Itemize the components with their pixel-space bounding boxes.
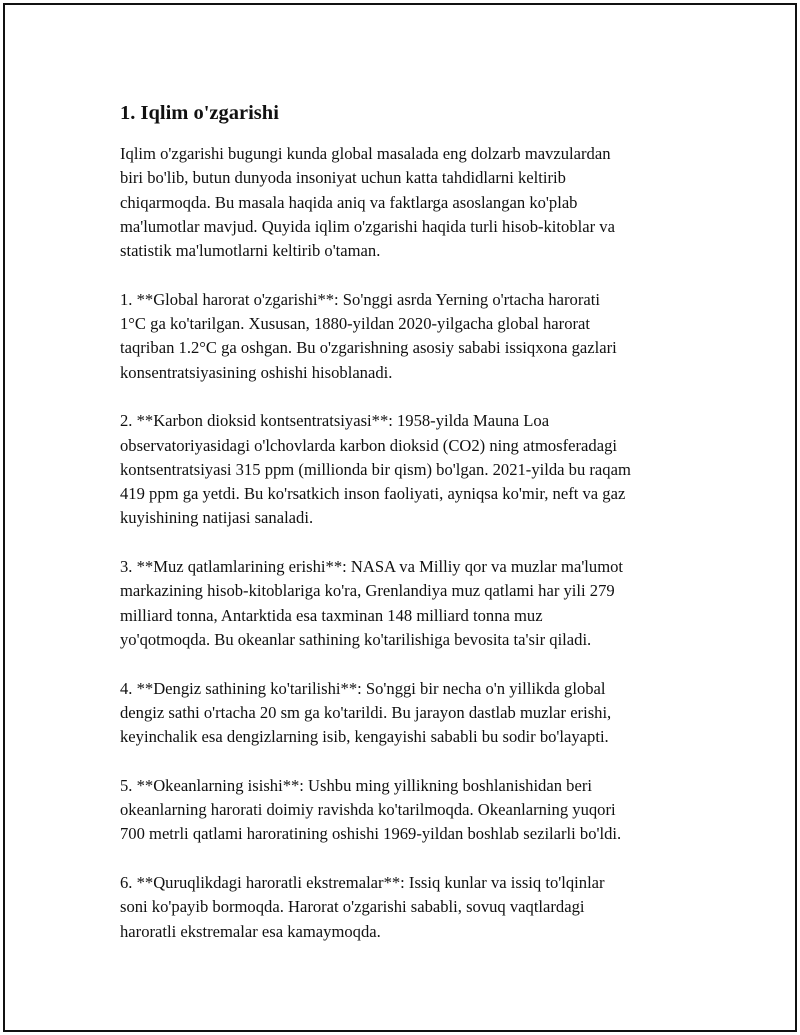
paragraph-line: 1. **Global harorat o'zgarishi**: So'nggi asrda Yerning o'rtacha harorati <box>120 289 600 309</box>
paragraph-line: dengiz sathi o'rtacha 20 sm ga ko'tarildi. Bu jarayon dastlab muzlar erishi, <box>120 702 612 722</box>
paragraph-line: kuyishining natijasi sanaladi. <box>120 508 314 528</box>
document-content <box>120 101 690 944</box>
paragraph-line: 419 ppm ga yetdi. Bu ko'rsatkich inson faoliyati, ayniqsa ko'mir, neft va gaz <box>120 484 626 504</box>
section-title: 1. Iqlim o'zgarishi <box>120 102 279 124</box>
paragraph <box>120 142 690 263</box>
paragraph-line: 6. **Quruqlikdagi haroratli ekstremalar**: Issiq kunlar va issiq to'lqinlar <box>120 872 605 892</box>
paragraph-line: markazining hisob-kitoblariga ko'ra, Grenlandiya muz qatlami har yili 279 <box>120 581 615 601</box>
paragraph <box>120 288 690 385</box>
paragraph-line: okeanlarning harorati doimiy ravishda ko'tarilmoqda. Okeanlarning yuqori <box>120 800 616 820</box>
paragraph <box>120 409 690 530</box>
paragraph <box>120 774 690 847</box>
paragraph-line: statistik ma'lumotlarni keltirib o'taman. <box>120 241 381 261</box>
paragraph-line: observatoriyasidagi o'lchovlarda karbon dioksid (CO2) ning atmosferadagi <box>120 435 617 455</box>
paragraph-line: taqriban 1.2°C ga oshgan. Bu o'zgarishning asosiy sababi issiqxona gazlari <box>120 338 617 358</box>
paragraph-line: 4. **Dengiz sathining ko'tarilishi**: So'nggi bir necha o'n yillikda global <box>120 678 606 698</box>
paragraph-line: haroratli ekstremalar esa kamaymoqda. <box>120 921 381 941</box>
paragraph-line: ma'lumotlar mavjud. Quyida iqlim o'zgarishi haqida turli hisob-kitoblar va <box>120 216 615 236</box>
paragraph-line: 5. **Okeanlarning isishi**: Ushbu ming yillikning boshlanishidan beri <box>120 775 592 795</box>
paragraph-line: 2. **Karbon dioksid kontsentratsiyasi**: 1958-yilda Mauna Loa <box>120 411 550 431</box>
paragraph-line: konsentratsiyasining oshishi hisoblanadi. <box>120 362 393 382</box>
paragraph-line: chiqarmoqda. Bu masala haqida aniq va faktlarga asoslangan ko'plab <box>120 192 578 212</box>
paragraph-line: kontsentratsiyasi 315 ppm (millionda bir qism) bo'lgan. 2021-yilda bu raqam <box>120 459 631 479</box>
paragraph-list <box>120 142 690 944</box>
paragraph-line: keyinchalik esa dengizlarning isib, kengayishi sababli bu sodir bo'layapti. <box>120 727 609 747</box>
paragraph-line: 3. **Muz qatlamlarining erishi**: NASA va Milliy qor va muzlar ma'lumot <box>120 557 624 577</box>
paragraph <box>120 677 690 750</box>
paragraph-line: 1°C ga ko'tarilgan. Xususan, 1880-yildan 2020-yilgacha global harorat <box>120 314 590 334</box>
page-frame <box>3 3 797 1032</box>
paragraph-line: Iqlim o'zgarishi bugungi kunda global masalada eng dolzarb mavzulardan <box>120 144 611 163</box>
paragraph-line: biri bo'lib, butun dunyoda insoniyat uchun katta tahdidlarni keltirib <box>120 168 566 188</box>
paragraph-line: yo'qotmoqda. Bu okeanlar sathining ko'tarilishiga bevosita ta'sir qiladi. <box>120 629 592 649</box>
paragraph-line: soni ko'payib bormoqda. Harorat o'zgarishi sababli, sovuq vaqtlardagi <box>120 897 585 917</box>
paragraph <box>120 871 690 944</box>
paragraph <box>120 555 690 652</box>
paragraph-line: 700 metrli qatlami haroratining oshishi 1969-yildan boshlab sezilarli bo'ldi. <box>120 824 622 844</box>
paragraph-line: milliard tonna, Antarktida esa taxminan 148 milliard tonna muz <box>120 605 543 625</box>
